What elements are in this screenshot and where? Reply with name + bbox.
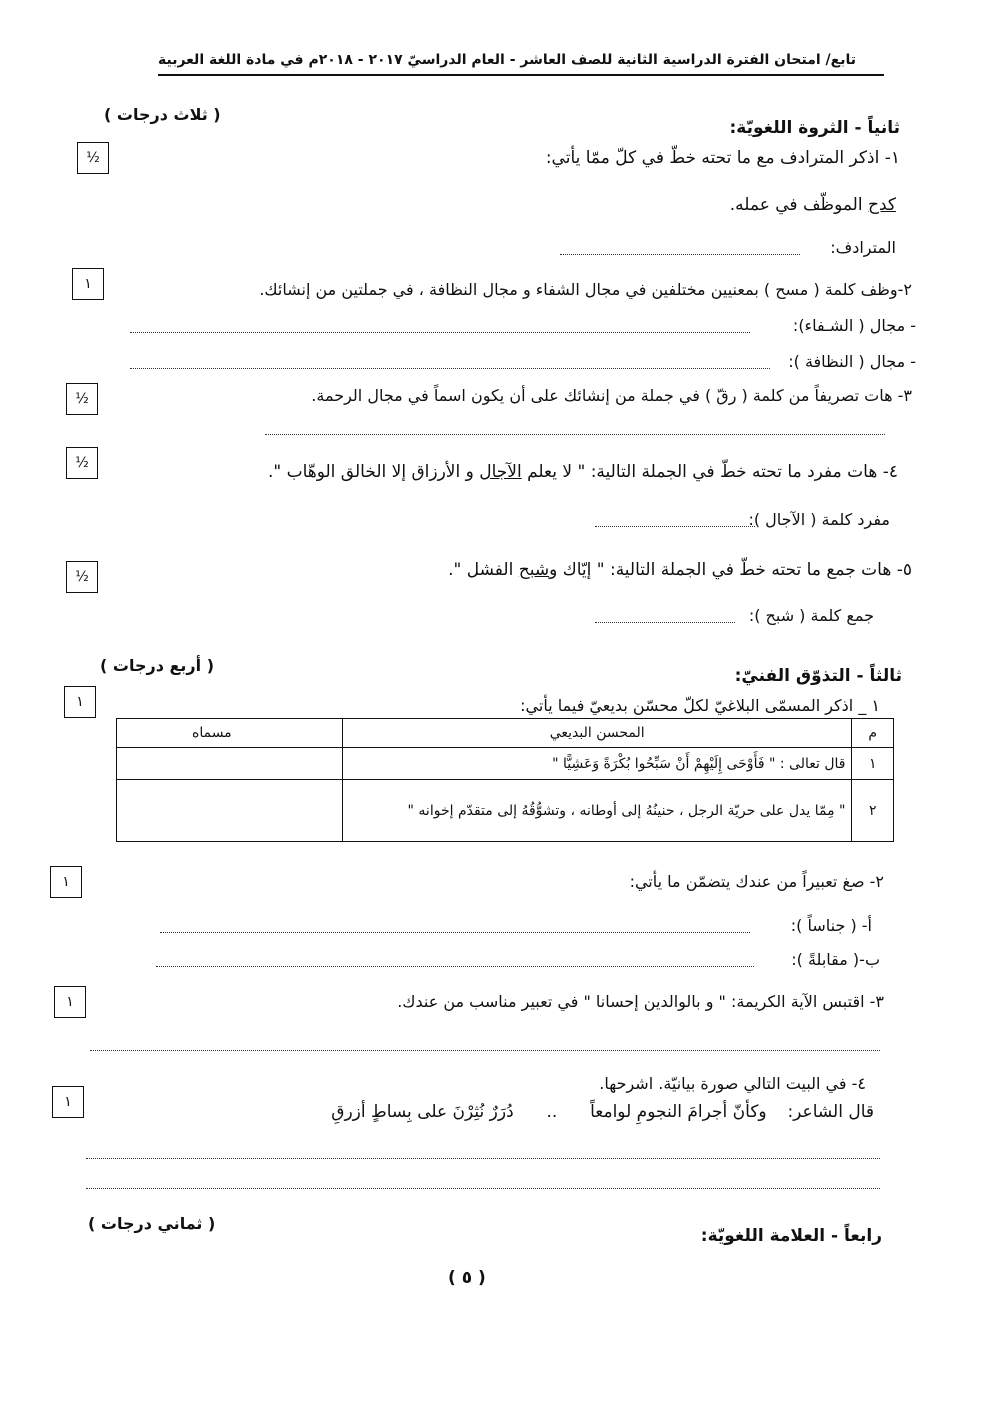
row-name-answer-cell[interactable] [117, 748, 343, 780]
q3-prompt: ٣- هات تصريفاً من كلمة ( رقّ ) في جملة من إنشائك على أن يكون اسماً في مجال الرحمة. [311, 386, 912, 405]
q1-underlined-word: كدح [868, 195, 896, 215]
poet-label: قال الشاعر: [787, 1102, 874, 1122]
row-number: ١ [852, 748, 894, 780]
q5-underlined-word: شبح [518, 560, 550, 580]
rhetoric-table-header [117, 719, 894, 748]
section2-grade: ( ثلاث درجات ) [104, 105, 221, 124]
table-row [117, 748, 894, 780]
poem-hemistich-1: وكأنّ أجرامَ النجومِ لوامعاً [590, 1102, 767, 1122]
s3-q4-answer-line-2[interactable] [86, 1188, 880, 1189]
q5-prompt-part-a: ٥- هات جمع ما تحته خطّ في الجملة التالية: " إيّاك و [549, 560, 912, 580]
s3-q2-b-label: ب-( مقابلةً ): [791, 950, 880, 969]
q4-answer-label: مفرد كلمة ( الآجال ): [748, 510, 890, 529]
q5-score-box: ½ [66, 561, 98, 593]
table-row [117, 780, 894, 842]
q5-answer-label: جمع كلمة ( شبح ): [748, 606, 874, 625]
q4-underlined-word: الآجال [479, 462, 522, 482]
header-rule [158, 74, 884, 76]
exam-header: تابع/ امتحان الفترة الدراسية الثانية للصف العاشر - العام الدراسيّ ٢٠١٧ - ٢٠١٨م في مادة اللغة العربية [157, 52, 856, 68]
q2-answer-line-2[interactable] [130, 368, 770, 369]
q2-line1-label: - مجال ( الشـفاء): [792, 316, 916, 335]
s3-q2-prompt: ٢- صغ تعبيراً من عندك يتضمّن ما يأتي: [629, 872, 884, 891]
s3-q2-a-label: أ- ( جناساً ): [790, 916, 872, 935]
row-number: ٢ [852, 780, 894, 842]
poem-hemistich-2: دُرَرٌ نُثِرْنَ على بِساطٍ أزرقِ [331, 1102, 514, 1122]
s3-q4-prompt: ٤- في البيت التالي صورة بيانيّة. اشرحها. [599, 1074, 866, 1093]
section3-grade: ( أربع درجات ) [100, 656, 215, 675]
s3-q3-score-box: ١ [54, 986, 86, 1018]
q2-prompt: ٢-وظف كلمة ( مسح ) بمعنيين مختلفين في مجال الشفاء و مجال النظافة ، في جملتين من إنشائك. [259, 280, 912, 299]
q4-score-box: ½ [66, 447, 98, 479]
q5-prompt-part-b: الفشل ". [448, 560, 519, 580]
section2-title: ثانياً - الثروة اللغويّة: [729, 118, 900, 138]
poem-line [331, 1102, 874, 1122]
section4-grade: ( ثماني درجات ) [88, 1214, 216, 1233]
q3-score-box: ½ [66, 383, 98, 415]
q2-line2-label: - مجال ( النظافة ): [788, 352, 916, 371]
rhetoric-table [116, 718, 894, 842]
row-name-answer-cell[interactable] [117, 780, 343, 842]
q4-answer-line[interactable] [595, 526, 755, 527]
s3-q3-answer-line[interactable] [90, 1050, 880, 1051]
q1-answer-line[interactable] [560, 254, 800, 255]
row-device-text: قال تعالى : " فَأَوْحَى إِلَيْهِمْ أَنْ سَبِّحُوا بُكْرَةً وَعَشِيًّا " [342, 748, 852, 780]
q4-prompt [268, 462, 898, 482]
q4-prompt-part-b: و الأرزاق إلا الخالق الوهّاب ". [267, 462, 480, 482]
q1-prompt: ١- اذكر المترادف مع ما تحته خطّ في كلّ ممّا يأتي: [545, 148, 900, 168]
col-header-name: مسماه [117, 719, 343, 748]
q1-sentence [730, 195, 896, 215]
q1-sentence-rest: الموظّف في عمله. [729, 195, 863, 215]
section4-title: رابعاً - العلامة اللغويّة: [700, 1226, 882, 1246]
q2-answer-line-1[interactable] [130, 332, 750, 333]
poem-separator: .. [546, 1102, 558, 1122]
q5-answer-line[interactable] [595, 622, 735, 623]
page-number: ( ٥ ) [448, 1268, 486, 1288]
q1-answer-label: المترادف: [830, 238, 896, 257]
col-header-device: المحسن البديعي [342, 719, 852, 748]
s3-q2-score-box: ١ [50, 866, 82, 898]
s3-q3-prompt: ٣- اقتبس الآية الكريمة: " و بالوالدين إحسانا " في تعبير مناسب من عندك. [397, 992, 884, 1011]
col-header-number: م [852, 719, 894, 748]
q3-answer-line[interactable] [265, 434, 885, 435]
s3-q1-prompt: ١ _ اذكر المسمّى البلاغيّ لكلّ محسّن بديعيّ فيما يأتي: [520, 696, 880, 715]
s3-q1-score-box: ١ [64, 686, 96, 718]
s3-q2-a-line[interactable] [160, 932, 750, 933]
q4-prompt-part-a: ٤- هات مفرد ما تحته خطّ في الجملة التالية: " لا يعلم [521, 462, 898, 482]
q2-score-box: ١ [72, 268, 104, 300]
row-device-text: " مِمّا يدل على حريّة الرجل ، حنينُهُ إلى أوطانه ، وتشوُّقُهُ إلى متقدّم إخوانه " [342, 780, 852, 842]
section3-title: ثالثاً - التذوّق الفنيّ: [734, 666, 902, 686]
s3-q4-score-box: ١ [52, 1086, 84, 1118]
q5-prompt [448, 560, 912, 580]
q1-score-box: ½ [77, 142, 109, 174]
s3-q2-b-line[interactable] [156, 966, 754, 967]
s3-q4-answer-line-1[interactable] [86, 1158, 880, 1159]
